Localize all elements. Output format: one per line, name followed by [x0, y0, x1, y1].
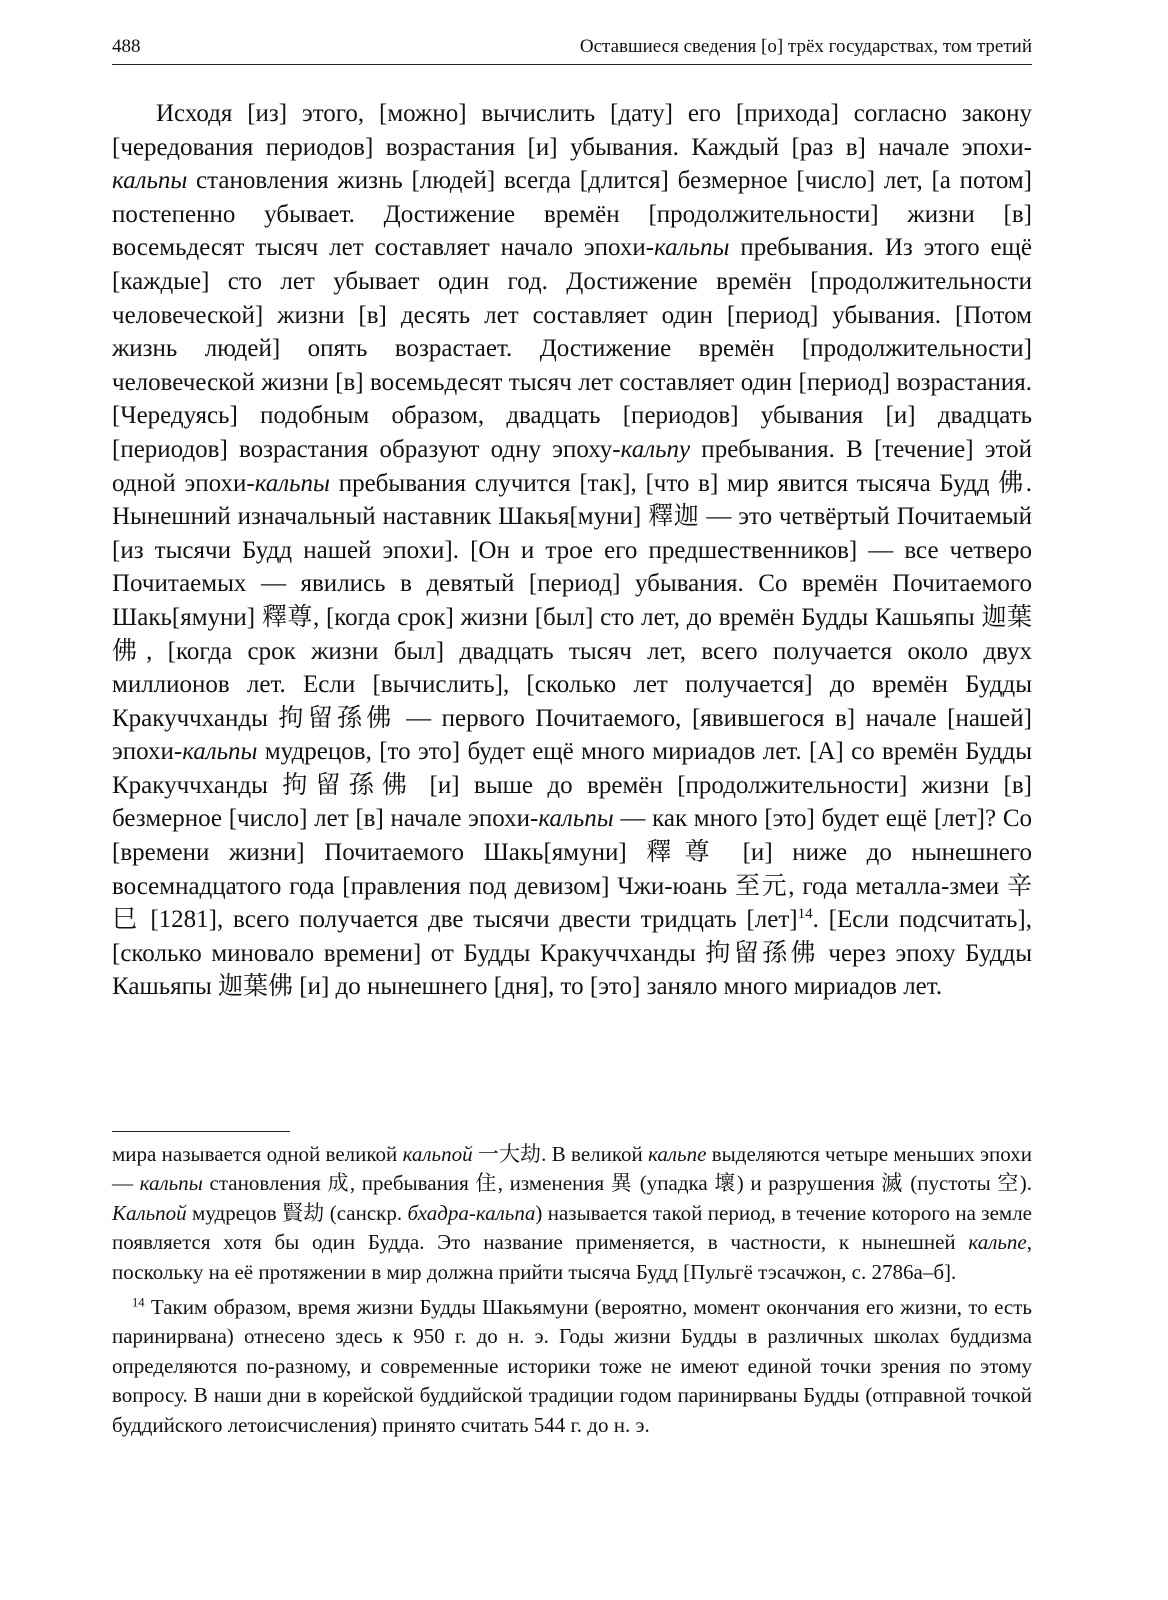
- text-run: — как много [это] будет ещё [лет]? Со [времени жизни] Почитаемого Шакь[ямуни] 釋尊 [и] ниже до нынешнего восемнадцатого года [правления под девизом] Чжи-юань 至元, года металла-змеи 辛巳 [1281], всего получается две тысячи двести тридцать [лет]: [112, 805, 1032, 934]
- footnotes: [112, 1140, 1032, 1440]
- italic-term: кальпы: [112, 167, 188, 195]
- page-number: 488: [112, 36, 141, 57]
- italic-term: бхадра-кальпа: [407, 1200, 536, 1225]
- running-title: Оставшиеся сведения [о] трёх государствах, том третий: [579, 36, 1032, 57]
- italic-term: кальпе: [648, 1142, 707, 1166]
- text-run: . [Если подсчитать], [сколько миновало времени] от Будды Кракуччханды 拘留孫佛 через эпоху Будды Кашьяпы 迦葉佛 [и] до нынешнего [дня], то [это] заняло много мириадов лет.: [112, 906, 1032, 1001]
- footnote-ref[interactable]: 14: [797, 906, 813, 923]
- italic-term: кальпе: [968, 1230, 1027, 1255]
- italic-term: кальпы: [538, 805, 614, 833]
- text-run: пребывания случится [так], [что в] мир явится тысяча Будд 佛. Нынешний изначальный наставник Шакья[муни] 釋迦 — это четвёртый Почитаемый [из тысячи Будд нашей эпохи]. [Он и трое его предшественников] — все четверо Почитаемых — явились в девятый [период] убывания. Со времён Почитаемого Шакь[ямуни] 釋尊, [когда срок] жизни [был] сто лет, до времён Будды Кашьяпы 迦葉佛, [когда срок жизни был] двадцать тысяч лет, всего получается около двух миллионов лет. Если [вычислить], [сколько лет получается] до времён Будды Кракуччханды 拘留孫佛 — первого Почитаемого, [явившегося в] начале [нашей] эпохи-: [112, 469, 1032, 766]
- text-run: 一大劫. В великой: [472, 1142, 649, 1166]
- italic-term: кальпы: [139, 1171, 203, 1196]
- text-run: пребывания. Из этого ещё [каждые] сто лет убывает один год. Достижение времён [продолжительности человеческой] жизни [в] десять лет составляет один [период] убывания. [Потом жизнь людей] опять возрастает. Достижение времён [продолжительности] человеческой жизни [в] восемьдесят тысяч лет составляет один [период] возрастания. [Чередуясь] подобным образом, двадцать [периодов] убывания [и] двадцать [периодов] возрастания образуют одну эпоху-: [112, 234, 1032, 463]
- italic-term: кальпы: [182, 738, 258, 766]
- italic-term: Кальпой: [112, 1200, 187, 1225]
- page-header: [112, 30, 1032, 65]
- text-run: мудрецов 賢劫 (санскр.: [186, 1200, 408, 1225]
- text-run: становления 成, пребывания 住, изменения 異 (упадка 壞) и разрушения 滅 (пустоты 空).: [202, 1171, 1033, 1196]
- text-run: мудрецов, [то это] будет ещё много мириадов лет. [А] со времён Будды Кракуччханды 拘留孫佛 [и] выше до времён [продолжительности] жизни [в] безмерное [число] лет [в] начале эпохи-: [112, 738, 1032, 833]
- italic-term: кальпу: [620, 435, 691, 463]
- italic-term: кальпой: [402, 1142, 473, 1166]
- text-run: становления жизнь [людей] всегда [длится] безмерное [число] лет, [а потом] постепенно убывает. Достижение времён [продолжительности] жизни [в] восемьдесят тысяч лет составляет начало эпохи-: [112, 167, 1032, 262]
- footnote-14: [112, 1293, 1032, 1440]
- footnote-separator: [112, 1131, 290, 1132]
- footnote-continued: [112, 1140, 1032, 1287]
- italic-term: кальпы: [654, 234, 730, 262]
- text-run: пребывания. В [течение] этой одной эпохи-: [112, 435, 1032, 497]
- text-run: , поскольку на её протяжении в мир должна прийти тысяча Будд [Пульгё тэсачжон, с. 2786а–б].: [112, 1230, 1032, 1284]
- main-text: [112, 97, 1032, 1004]
- text-run: мира называется одной великой: [112, 1142, 403, 1166]
- text-run: ) называется такой период, в течение которого на земле появляется хотя бы один Будда. Это название применяется, в частности, к нынешней: [112, 1200, 1033, 1255]
- italic-term: кальпы: [254, 469, 330, 497]
- footnote-text: Таким образом, время жизни Будды Шакьямуни (вероятно, момент окончания его жизни, то есть паринирвана) отнесено здесь к 950 г. до н. э. Годы жизни Будды в различных школах буддизма определяются по-разному, и современные историки тоже не имеют единой точки зрения по этому вопросу. В наши дни в корейской буддийской традиции годом паринирваны Будды (отправной точкой буддийского летоисчисления) принято считать 544 г. до н. э.: [112, 1295, 1032, 1437]
- body-paragraph: [112, 97, 1032, 1004]
- text-run: Исходя [из] этого, [можно] вычислить [дату] его [прихода] согласно закону [чередования периодов] возрастания [и] убывания. Каждый [раз в] начале эпохи-: [112, 100, 1032, 161]
- footnote-marker: 14: [132, 1295, 145, 1310]
- text-run: выделяются четыре меньших эпохи —: [112, 1142, 1032, 1196]
